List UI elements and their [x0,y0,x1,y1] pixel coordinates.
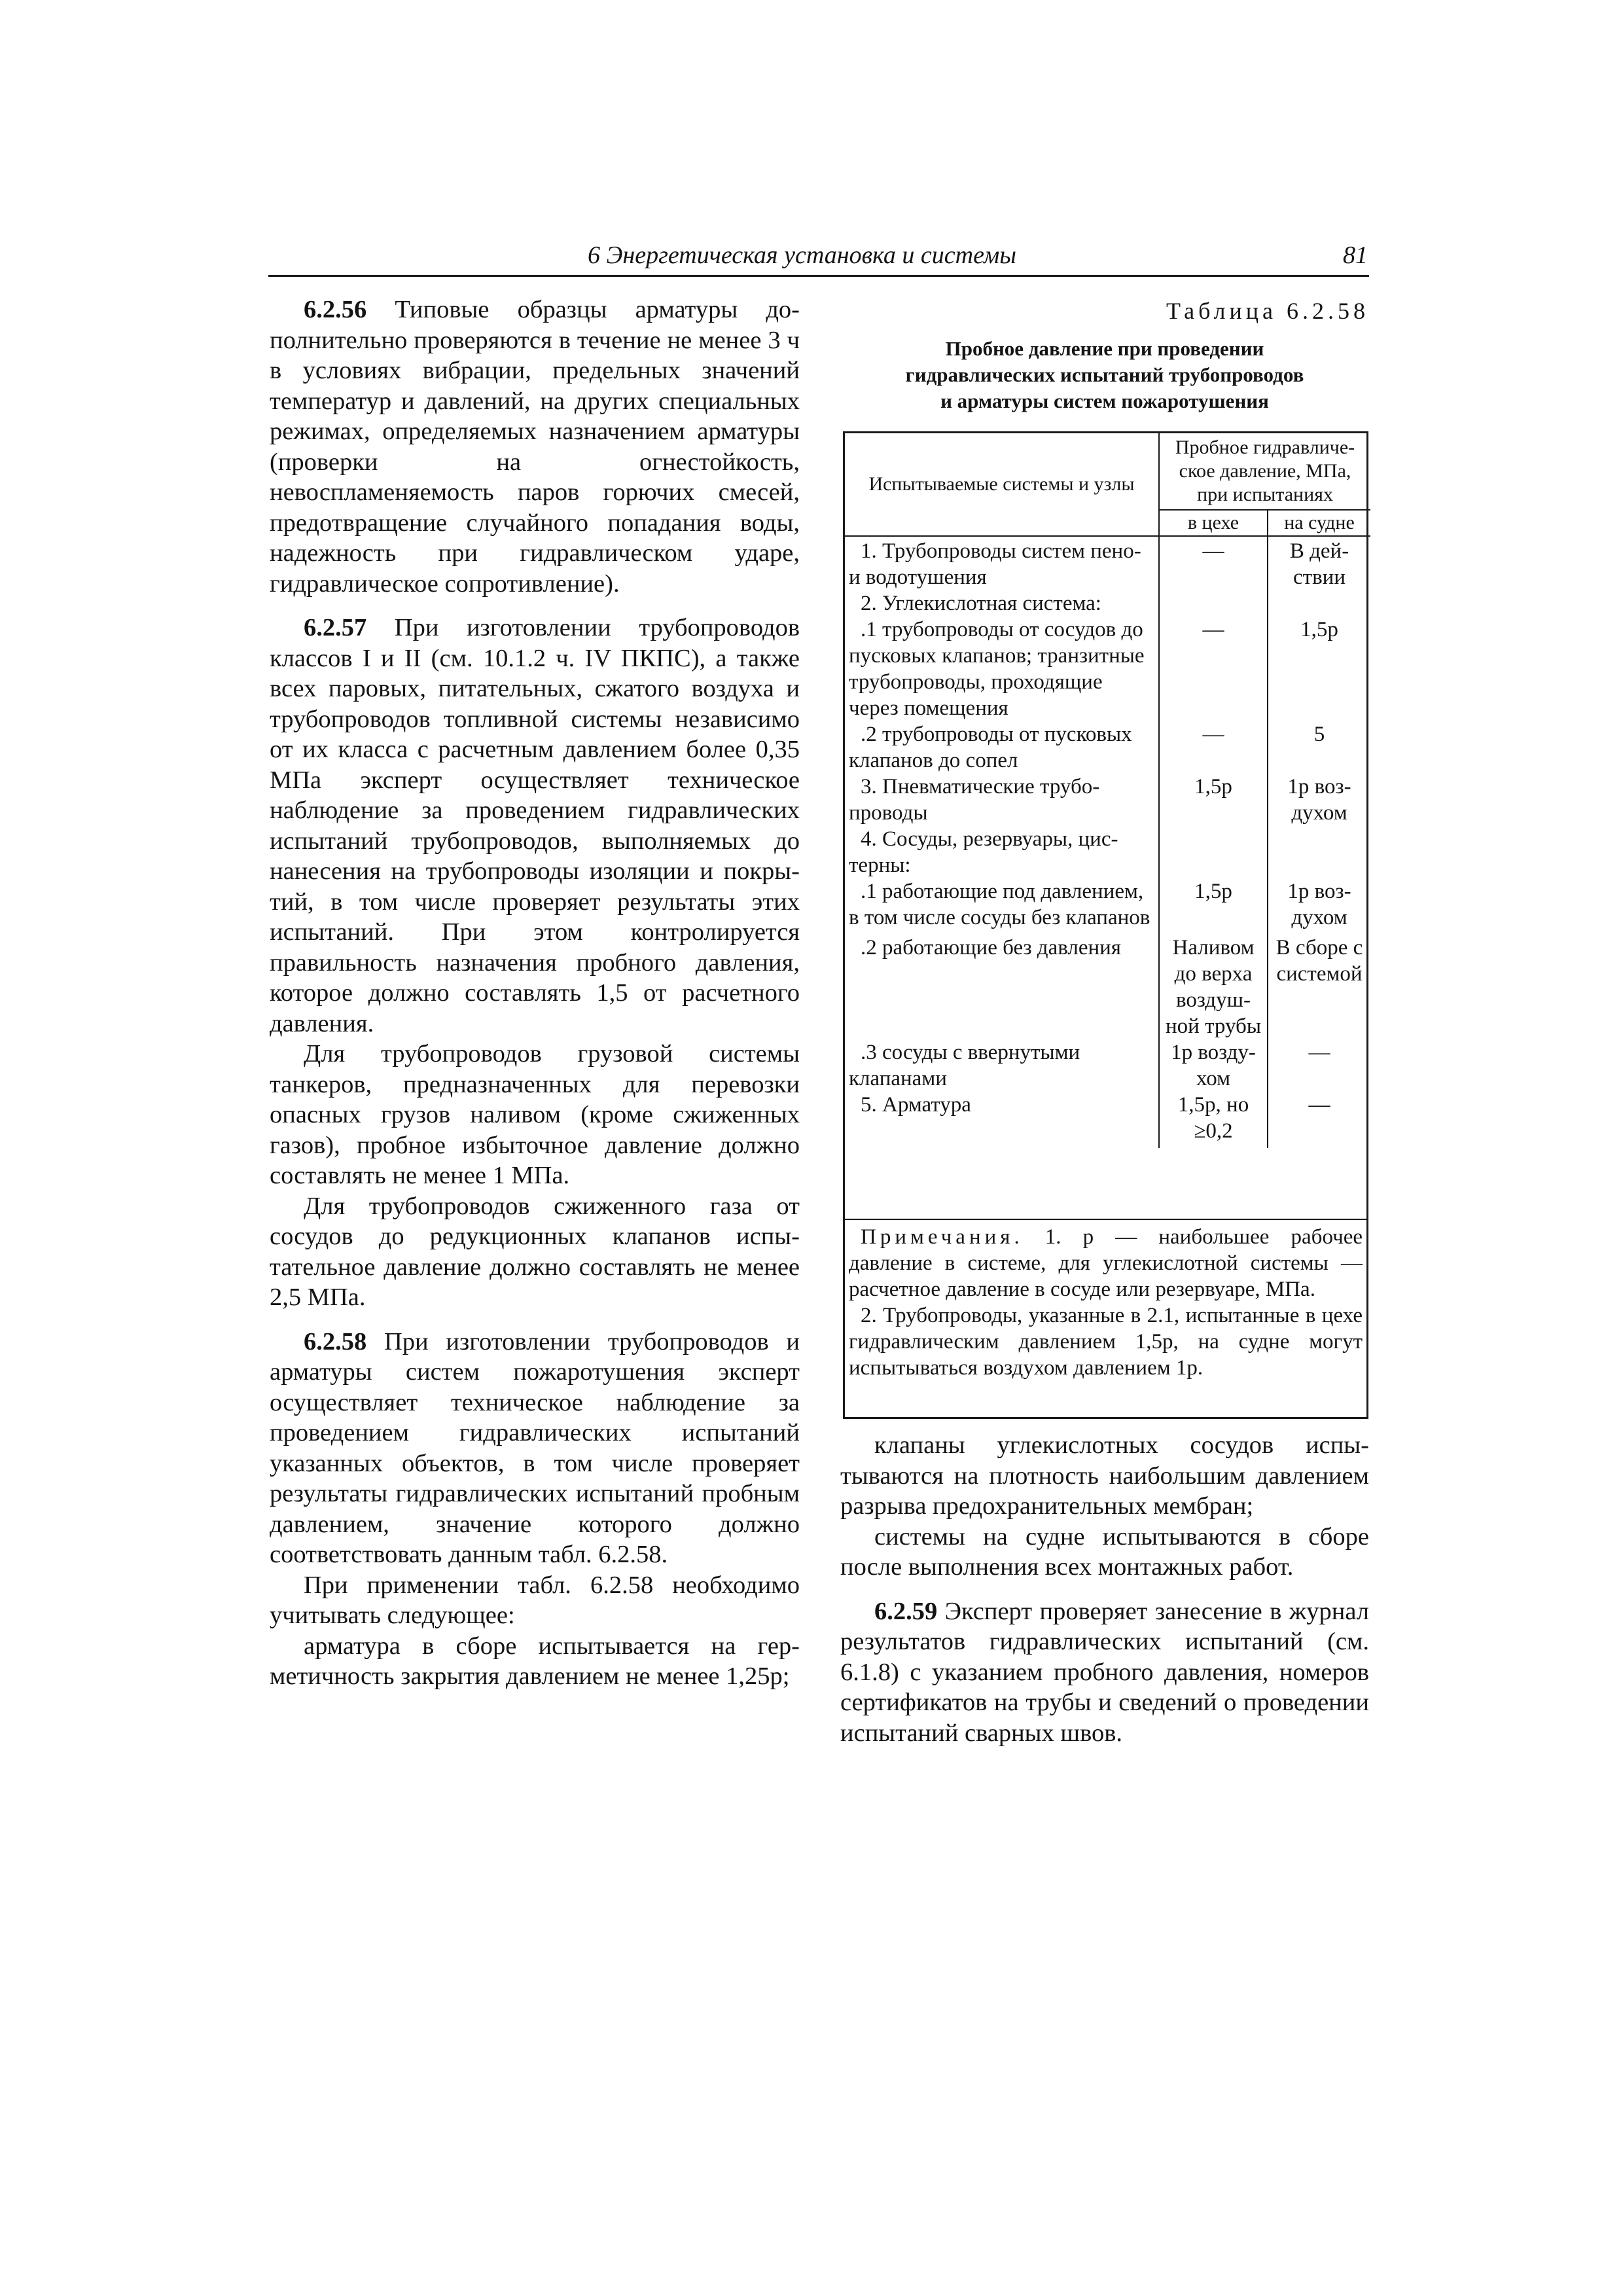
paragraph-6-2-57 [270,613,800,1039]
paragraph-tanker-pipelines: Для трубопроводов грузовой системы танкеров, предназначенных для перевозки опасных грузов наливом (кроме сжиженных газов), пробное избыточное давление должно составлять не менее 1 МПа. [270,1040,800,1189]
cell-onboard: 1,5p [1268,617,1370,721]
paragraph-valves-assembly: арматура в сборе испытывается на герметичность закрытия давлением не менее 1,25p; [270,1632,800,1690]
table-note-2: 2. Трубопроводы, указанные в 2.1, испытанные в цехе гидравлическим давлением 1,5p, на судне могут испытываться воздухом давлением 1p. [849,1304,1363,1380]
table-title-line: и арматуры систем пожаротушения [940,389,1269,412]
cell-workshop: — [1159,617,1268,721]
table-caption: Таблица 6.2.58 [1166,298,1369,324]
cell-workshop [1159,826,1268,878]
right-column [840,1430,1369,1748]
section-number: 6.2.57 [304,614,367,641]
paragraph-text: Эксперт проверяет занесение в журнал результатов гидравлических испытаний (см. 6.1.8) с указанием пробного давления, номеров сертификатов на трубы и сведений о проведении испытаний сварных швов. [840,1597,1369,1747]
paragraph-6-2-59 [840,1596,1369,1749]
table-title [840,336,1369,414]
note-text: 1. p — наибольшее рабочее давление в системе, для углекислотной системы — расчетное давление в сосуде или резервуаре, МПа. [849,1225,1363,1301]
cell-workshop [1159,590,1268,617]
cell-onboard: — [1268,1039,1370,1092]
running-header [268,237,1369,277]
table-notes [845,1219,1366,1381]
table-title-line: гидравлических испытаний трубопроводов [905,363,1304,386]
cell-workshop: — [1159,536,1268,590]
paragraph-text: При изготовлении трубопроводов классов I и II (см. 10.1.2 ч. IV ПКПС), а также всех паровых, питательных, сжатого воздуха и трубопроводов топливной системы независимо от их класса с расчетным давлением более 0,35 МПа эксперт осуществляет техническое наблюдение за проведением гидравлических испытаний трубопроводов, выполняемых до нанесения на трубопроводы изоляции и покрытий, в том числе проверяет результаты этих испытаний. При этом контролируется правильность назначения пробного давления, которое должно составлять 1,5 от расчетного давления. [270,614,800,1037]
cell-system: .2 работающие без давления [861,936,1121,960]
col-header-onboard: на судне [1268,510,1370,536]
cell-system: .2 трубопроводы от пусковых клапанов до сопел [849,723,1132,772]
table-grid [845,433,1370,1148]
paragraph-liquefied-gas: Для трубопроводов сжиженного газа от сосудов до редукционных клапанов испытательное давление должно составлять не менее 2,5 МПа. [270,1192,800,1311]
cell-system: 2. Углекислотная система: [861,592,1101,615]
cell-system: 4. Сосуды, резервуары, цистерны: [849,827,1118,877]
left-column [270,295,800,1692]
table-row [845,721,1370,774]
cell-onboard: 1p воздухом [1268,774,1370,826]
table-row [845,826,1370,878]
cell-onboard: — [1268,1092,1370,1148]
cell-system: 3. Пневматические трубопроводы [849,775,1100,825]
notes-label: Примечания. [861,1225,1024,1249]
cell-onboard: В сборе с системой [1268,931,1370,1039]
paragraph-table-usage: При применении табл. 6.2.58 необходимо учитывать следующее: [270,1571,800,1629]
col-header-workshop: в цехе [1159,510,1268,536]
cell-onboard: 1p воздухом [1268,878,1370,931]
cell-onboard: 5 [1268,721,1370,774]
cell-system: .1 трубопроводы от сосудов до пусковых клапанов; транзитные трубопроводы, проходящие через помещения [849,618,1145,720]
table-note-1 [849,1224,1363,1302]
col-header-group: Пробное гидравлическое давление, МПа, при испытаниях [1159,433,1370,510]
cell-system: .3 сосуды с ввернутыми клапанами [849,1041,1080,1090]
table-row [845,536,1370,590]
table-row [845,931,1370,1039]
paragraph-6-2-56 [270,295,800,599]
pressure-table [843,431,1368,1419]
header-title: 6 Энергетическая установка и системы [588,242,1016,269]
cell-system: 1. Трубопроводы систем пено- и водотушения [849,539,1141,589]
paragraph-text: При изготовлении трубопроводов и арматуры систем пожаротушения эксперт осуществляет техническое наблюдение за проведением гидравлических испытаний указанных объектов, в том числе проверяет результаты гидравлических испытаний пробным давлением, значение которого должно соответствовать данным табл. 6.2.58. [270,1327,800,1568]
table-row [845,1039,1370,1092]
cell-workshop: Наливом до верха воздушной трубы [1159,931,1268,1039]
page-number: 81 [1343,242,1368,269]
table-row [845,878,1370,931]
col-header-systems: Испытываемые системы и узлы [845,433,1159,536]
cell-workshop: — [1159,721,1268,774]
cell-workshop: 1,5p [1159,878,1268,931]
section-number: 6.2.58 [304,1327,367,1355]
table-row [845,774,1370,826]
paragraph-onboard-systems: системы на судне испытываются в сборе после выполнения всех монтажных работ. [840,1522,1369,1581]
cell-system: 5. Арматура [861,1093,971,1117]
cell-workshop: 1,5p, но ≥0,2 [1159,1092,1268,1148]
paragraph-text: Типовые образцы арматуры дополнительно проверяются в течение не менее 3 ч в условиях вибрации, предельных значений температур и давлений, на других специальных режимах, определяемых назначением арматуры (проверки на огнестойкость, невоспламеняемость паров горючих смесей, предотвращение случайного попадания воды, надежность при гидравлическом ударе, гидравлическое сопротивление). [270,296,800,598]
cell-workshop: 1p воздухом [1159,1039,1268,1092]
table-row [845,1092,1370,1148]
cell-workshop: 1,5p [1159,774,1268,826]
section-number: 6.2.56 [304,296,367,323]
cell-system: .1 работающие под давлением, в том числе сосуды без клапанов [849,880,1150,929]
cell-onboard [1268,826,1370,878]
table-row [845,617,1370,721]
table-title-line: Пробное давление при проведении [945,337,1264,360]
table-row [845,590,1370,617]
paragraph-co2-valves: клапаны углекислотных сосудов испытываются на плотность наибольшим давлением разрыва предохранительных мембран; [840,1431,1369,1520]
section-number: 6.2.59 [874,1597,938,1625]
cell-onboard: В действии [1268,536,1370,590]
paragraph-6-2-58 [270,1327,800,1570]
cell-onboard [1268,590,1370,617]
